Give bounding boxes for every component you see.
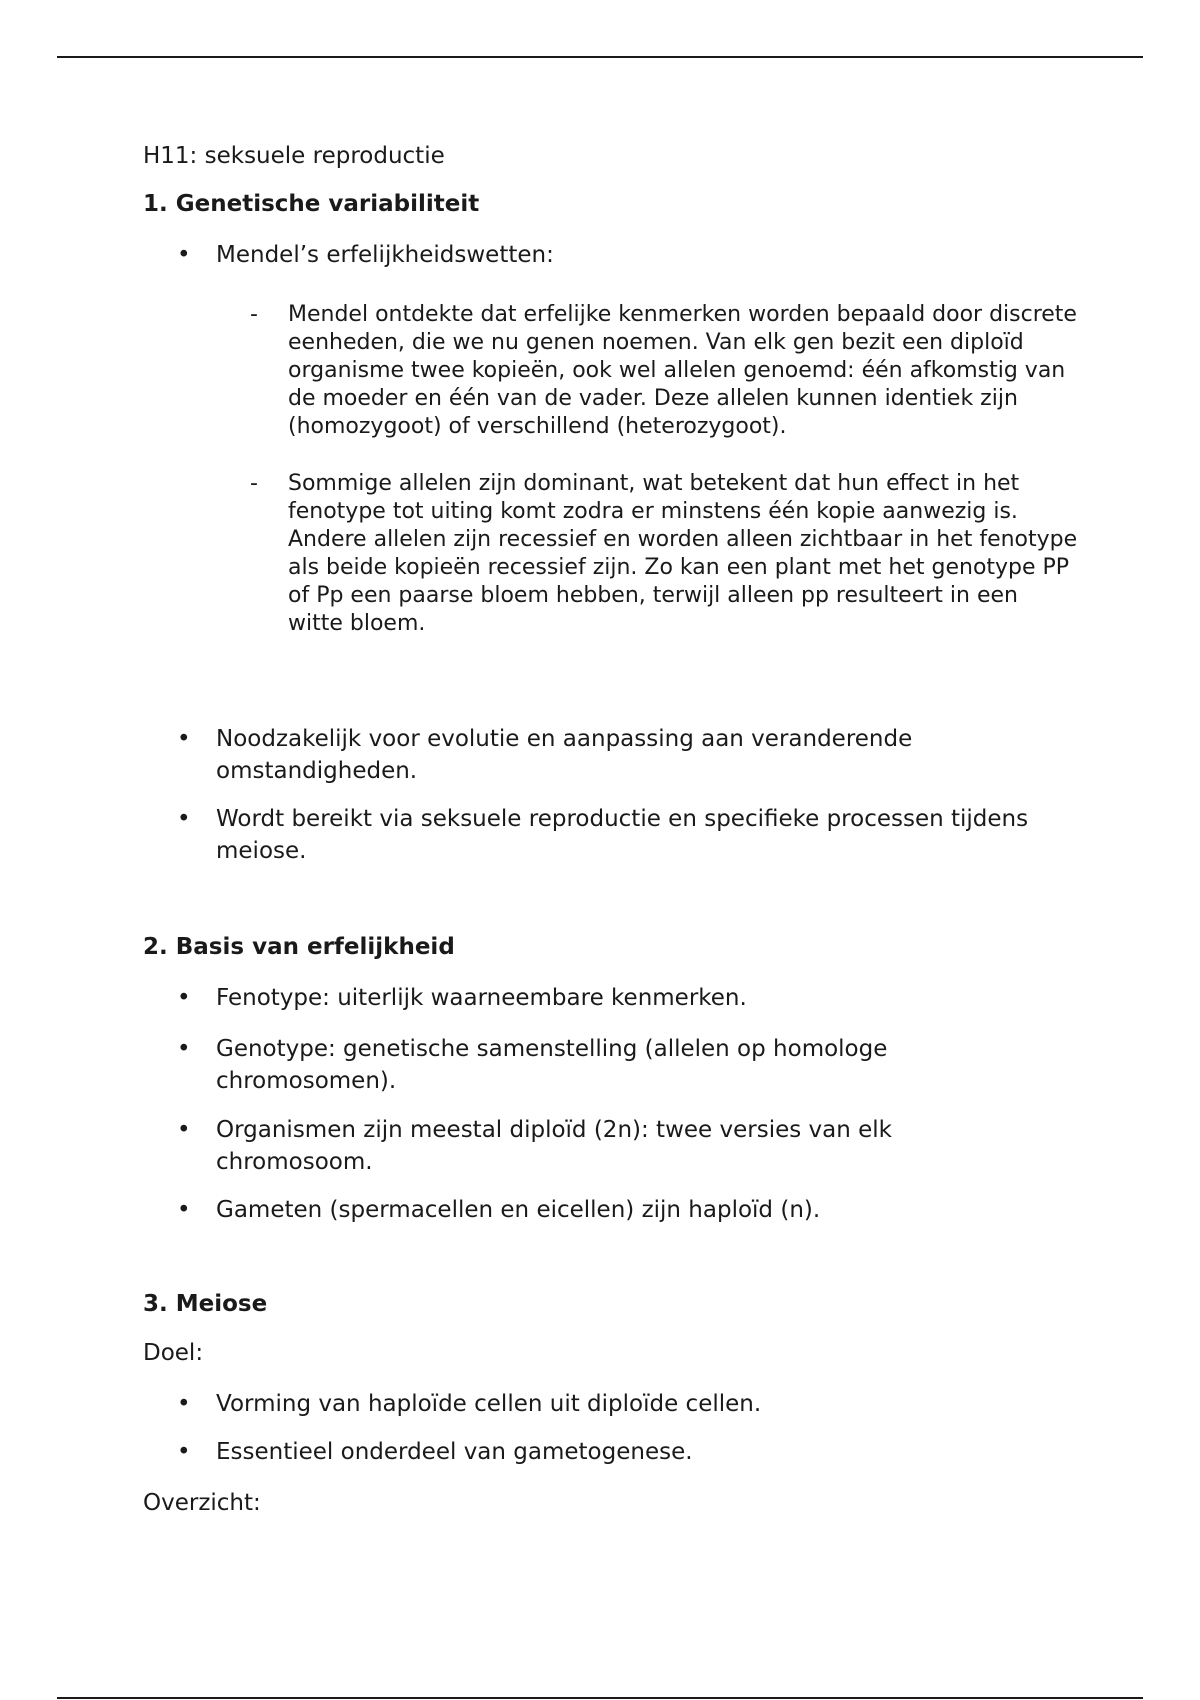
document-title: H11: seksuele reproductie	[143, 143, 445, 169]
header-rule	[57, 56, 1143, 58]
list-item-text: Mendel’s erfelijkheidswetten:	[216, 242, 554, 268]
overview-label: Overzicht:	[143, 1490, 261, 1516]
list-item-text: Genotype: genetische samenstelling (allelen op homologe chromosomen).	[216, 1036, 888, 1094]
goal-label: Doel:	[143, 1340, 204, 1366]
dash-icon: -	[250, 302, 258, 327]
bullet-icon: •	[177, 1117, 191, 1143]
bullet-icon: •	[177, 985, 191, 1011]
section-heading-basis-van-erfelijkheid: 2. Basis van erfelijkheid	[143, 934, 455, 960]
list-item-text: Vorming van haploïde cellen uit diploïde cellen.	[216, 1391, 762, 1417]
list-item-text: Gameten (spermacellen en eicellen) zijn haploïd (n).	[216, 1197, 821, 1223]
bullet-icon: •	[177, 726, 191, 752]
bullet-icon: •	[177, 242, 191, 268]
section-heading-meiose: 3. Meiose	[143, 1291, 268, 1317]
list-item-text: Essentieel onderdeel van gametogenese.	[216, 1439, 693, 1465]
footer-rule	[57, 1697, 1143, 1699]
bullet-icon: •	[177, 1439, 191, 1465]
bullet-icon: •	[177, 1391, 191, 1417]
list-item-text: Wordt bereikt via seksuele reproductie en specifieke processen tijdens meiose.	[216, 806, 1029, 864]
list-item-text: Noodzakelijk voor evolutie en aanpassing aan veranderende omstandigheden.	[216, 726, 913, 784]
list-item-text: Organismen zijn meestal diploïd (2n): twee versies van elk chromosoom.	[216, 1117, 892, 1175]
section-heading-genetische-variabiliteit: 1. Genetische variabiliteit	[143, 191, 480, 217]
bullet-icon: •	[177, 1197, 191, 1223]
sub-list-item-text: Sommige allelen zijn dominant, wat betekent dat hun effect in het fenotype tot uiting komt zodra er minstens één kopie aanwezig is. Andere allelen zijn recessief en worden alleen zichtbaar in het fenotype als beide kopieën recessief zijn. Zo kan een plant met het genotype PP of Pp een paarse bloem hebben, terwijl alleen pp resulteert in een witte bloem.	[288, 471, 1078, 636]
dash-icon: -	[250, 471, 258, 496]
bullet-icon: •	[177, 1036, 191, 1062]
sub-list-item-text: Mendel ontdekte dat erfelijke kenmerken worden bepaald door discrete eenheden, die we nu genen noemen. Van elk gen bezit een diploïd organisme twee kopieën, ook wel allelen genoemd: één afkomstig van de moeder en één van de vader. Deze allelen kunnen identiek zijn (homozygoot) of verschillend (heterozygoot).	[288, 302, 1077, 439]
bullet-icon: •	[177, 806, 191, 832]
list-item-text: Fenotype: uiterlijk waarneembare kenmerken.	[216, 985, 747, 1011]
